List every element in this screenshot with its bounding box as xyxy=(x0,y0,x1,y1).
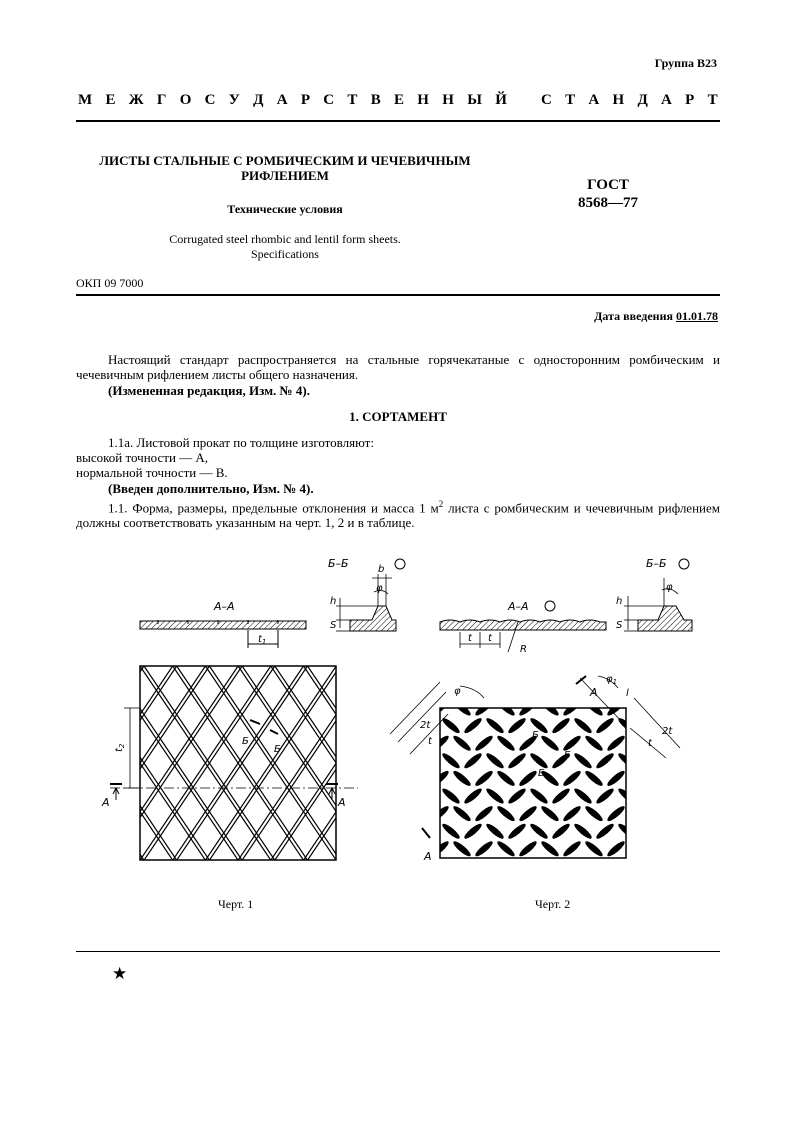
fig1-cut-a-right: А xyxy=(338,796,346,809)
intro-amendment-note: (Измененная редакция, Изм. № 4). xyxy=(108,383,310,398)
fig1-cut-a-left: А xyxy=(102,796,110,809)
banner-letter: Р xyxy=(685,92,695,108)
gost-label: ГОСТ xyxy=(587,177,629,193)
fig2-section-strip xyxy=(440,620,606,630)
fig2-bb-rotation-icon xyxy=(679,559,689,569)
section-heading: 1. СОРТАМЕНТ xyxy=(349,409,447,424)
paragraph-1-1a-note: (Введен дополнительно, Изм. № 4). xyxy=(108,481,314,496)
fig2-phi1-label: $\varphi_1$ xyxy=(606,674,618,686)
fig1-s-label: S xyxy=(330,620,337,631)
fig2-cut-b-3: Б xyxy=(538,768,545,779)
document-title xyxy=(76,153,494,183)
star-icon: ★ xyxy=(112,964,128,983)
banner-letter: А xyxy=(661,92,672,108)
banner-letter: С xyxy=(204,92,216,108)
fig2-rib-profile xyxy=(638,606,692,631)
introduction-date xyxy=(594,309,718,324)
banner-letter: Н xyxy=(612,92,625,108)
banner-letter: Й xyxy=(495,92,507,108)
banner-letter: Д xyxy=(637,92,648,108)
p11-text-end: листа с ромбическим и чечевичным рифлением должны соответствовать указанным на черт. 1, 2 и в таблице. xyxy=(76,500,720,531)
fig1-section-bb-label: Б–Б xyxy=(328,557,349,570)
okp-code: ОКП 09 7000 xyxy=(76,276,144,290)
fig1-cut-b-left: Б xyxy=(242,736,249,747)
p11-superscript: 2 xyxy=(438,499,444,509)
english-title-line-2: Specifications xyxy=(251,247,319,261)
english-title-line-1: Corrugated steel rhombic and lentil form sheets. xyxy=(169,232,401,246)
fig2-s-label: S xyxy=(616,620,623,631)
banner-letter: Ж xyxy=(128,92,144,108)
banner-letter: А xyxy=(588,92,600,108)
banner-letter xyxy=(520,92,528,109)
paragraph-1-1a: 1.1а. Листовой прокат по толщине изготовляют: xyxy=(108,435,374,450)
title-line-1: ЛИСТЫ СТАЛЬНЫЕ С РОМБИЧЕСКИМ И ЧЕЧЕВИЧНЫМ xyxy=(99,153,471,168)
gost-number xyxy=(560,176,656,212)
banner-letter: С xyxy=(540,92,552,108)
fig2-t-label-left: t xyxy=(428,736,432,747)
fig2-cut-a-bottom: А xyxy=(424,850,432,863)
banner-letter: М xyxy=(78,92,93,108)
fig1-phi-label: φ xyxy=(376,583,383,594)
document-subtitle: Технические условия xyxy=(227,202,343,216)
banner-letter: Н xyxy=(417,92,429,108)
fig2-rotation-icon xyxy=(545,601,555,611)
banner-letter: Т xyxy=(565,92,576,108)
banner-letter: У xyxy=(228,92,240,108)
standard-banner xyxy=(78,92,718,109)
fig1-t2-label: $t_2$ xyxy=(114,743,126,752)
paragraph-1-1a-item-b: нормальной точности — В. xyxy=(76,465,228,480)
fig1-cut-b-right: Б xyxy=(274,744,281,755)
fig2-phi-label-plate: φ xyxy=(454,686,461,697)
figure-1-caption: Черт. 1 xyxy=(218,897,254,911)
paragraph-1-1 xyxy=(76,497,720,530)
banner-letter: Т xyxy=(347,92,358,108)
paragraph-1-1a-item-a: высокой точности — А, xyxy=(76,450,209,465)
date-label: Дата введения xyxy=(594,309,676,323)
banner-letter: Д xyxy=(253,92,264,108)
banner-letter: О xyxy=(179,92,192,108)
banner-letter: В xyxy=(370,92,381,108)
fig1-section-strip xyxy=(140,621,306,629)
fig2-l-label: l xyxy=(626,688,629,699)
fig2-cut-b-1: Б xyxy=(532,730,539,741)
english-title xyxy=(76,232,494,262)
title-line-2: РИФЛЕНИЕМ xyxy=(241,168,329,183)
gost-code: 8568—77 xyxy=(578,195,638,211)
fig2-section-bb-label: Б–Б xyxy=(646,557,667,570)
figure-2-drawing xyxy=(380,548,710,878)
fig2-t-label-2: t xyxy=(488,633,492,644)
p11-text-start: 1.1. Форма, размеры, предельные отклонения и масса 1 м xyxy=(108,500,439,516)
banner-letter: А xyxy=(276,92,288,108)
fig2-t-label-1: t xyxy=(468,633,472,644)
banner-letter: Г xyxy=(156,92,167,108)
banner-letter: С xyxy=(323,92,335,108)
footer-rule xyxy=(76,951,720,952)
fig2-r-label: R xyxy=(520,644,527,655)
banner-letter: Т xyxy=(707,92,718,108)
banner-letter: Р xyxy=(300,92,310,108)
fig1-t1-label: $t_1$ xyxy=(258,634,267,646)
banner-letter: Н xyxy=(442,92,454,108)
fig2-2t-label-left: 2t xyxy=(420,720,431,731)
date-value: 01.01.78 xyxy=(676,309,718,323)
fig2-t-label-right: t xyxy=(648,738,652,749)
fig2-cut-b-2: Б xyxy=(564,750,571,761)
title-rule xyxy=(76,294,720,296)
banner-letter: Е xyxy=(393,92,404,108)
fig2-phi-label: φ xyxy=(666,582,673,593)
group-code: Группа В23 xyxy=(654,56,717,70)
banner-letter: Ы xyxy=(467,92,482,108)
fig1-b-label: b xyxy=(378,564,385,575)
fig2-section-aa-label: А–А xyxy=(508,600,529,613)
banner-letter: Е xyxy=(105,92,116,108)
fig1-section-aa-label: А–А xyxy=(214,600,235,613)
figure-2-caption: Черт. 2 xyxy=(535,897,571,911)
fig2-cut-a-top: А xyxy=(590,686,598,699)
intro-paragraph: Настоящий стандарт распространяется на стальные горячекатаные с односторонним ромбическим и чечевичным рифлением листы общего назначения. xyxy=(76,352,720,382)
fig2-2t-label-right: 2t xyxy=(662,726,673,737)
fig2-h-label: h xyxy=(616,596,623,607)
fig1-h-label: h xyxy=(330,596,337,607)
figure-1-drawing xyxy=(96,548,416,868)
header-rule xyxy=(76,120,720,122)
